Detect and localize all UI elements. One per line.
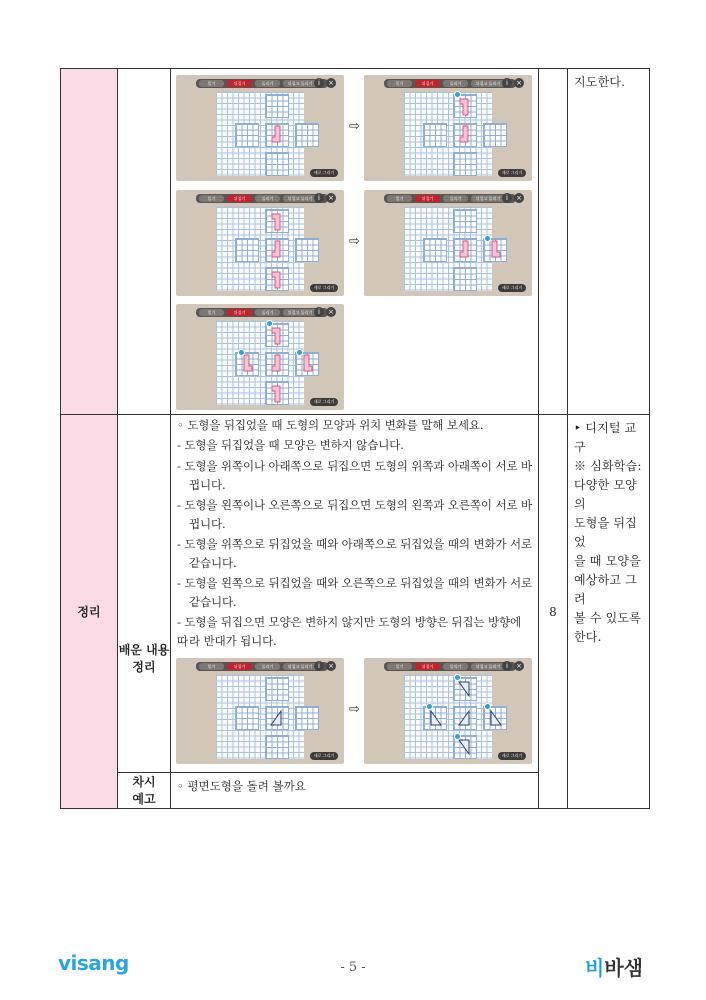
grid-box-bottom: [265, 735, 289, 759]
marker-dot: [266, 320, 273, 327]
screen-flip-triangle-a: [176, 658, 344, 764]
grid-box-left: [235, 352, 259, 376]
new-draw-button[interactable]: 새로 그리기: [310, 169, 338, 177]
close-icon[interactable]: ×: [514, 193, 524, 203]
tab-flip[interactable]: 뒤집기: [227, 80, 252, 87]
close-icon[interactable]: ×: [514, 78, 524, 88]
note-line: 을 때 모양을: [574, 554, 641, 568]
summary-item: - 도형을 뒤집으면 모양은 변하지 않지만 도형의 방향은 뒤집는 방향에 따: [177, 615, 522, 648]
grid-box-left: [423, 706, 447, 730]
visang-logo: visang: [58, 951, 129, 975]
close-icon[interactable]: ×: [326, 307, 336, 317]
marker-dot: [454, 674, 461, 681]
shape-outline: [266, 353, 288, 375]
marker-dot: [426, 703, 433, 710]
new-draw-button[interactable]: 새로 그리기: [310, 284, 338, 292]
tab-push[interactable]: 밀기: [199, 80, 224, 87]
flip-boxes: [232, 92, 290, 176]
grid-box-left: [423, 123, 447, 147]
tab-turn[interactable]: 돌리기: [443, 80, 468, 87]
tab-turn[interactable]: 돌리기: [255, 663, 280, 670]
tab-turn[interactable]: 돌리기: [255, 195, 280, 202]
note-line: 다양한 모양의: [574, 478, 637, 511]
tab-bar: [196, 194, 328, 203]
tab-flip-turn[interactable]: 뒤집고 돌리기: [471, 663, 505, 670]
shape-flipped: [266, 268, 288, 290]
grid-box-bottom: [265, 267, 289, 291]
close-icon[interactable]: ×: [326, 78, 336, 88]
grid-box-top: [453, 209, 477, 233]
grid-box-right: [295, 706, 319, 730]
arrow-icon: ⇨: [349, 119, 360, 134]
tab-bar: [384, 662, 516, 671]
tab-bar: [384, 194, 516, 203]
grid-box-top: [265, 677, 289, 701]
triangle-shape: [266, 707, 288, 729]
summary-row: [61, 415, 650, 773]
marker-dot: [454, 733, 461, 740]
tab-bar: [196, 308, 328, 317]
grid-box-bottom: [453, 152, 477, 176]
sub-title-line2: 정리: [132, 659, 156, 674]
preview-text: ◦ 평면도형을 돌려 볼까요: [177, 779, 306, 793]
tab-push[interactable]: 밀기: [199, 663, 224, 670]
preview-sub-cell: [118, 773, 171, 809]
flip-boxes: [420, 675, 478, 759]
grid-box-top: [265, 94, 289, 118]
info-icon[interactable]: i: [314, 307, 324, 317]
screen-flip-2b: [364, 190, 532, 296]
note-line: 한다.: [574, 630, 602, 644]
info-icon[interactable]: i: [502, 193, 512, 203]
tab-flip[interactable]: 뒤집기: [415, 663, 440, 670]
tab-push[interactable]: 밀기: [199, 309, 224, 316]
arrow-icon: ⇨: [349, 702, 360, 717]
arrow-icon: ⇨: [349, 234, 360, 249]
tab-bar: [196, 79, 328, 88]
bibasam-logo: 비바샘: [585, 956, 643, 980]
grid-box-right: [295, 238, 319, 262]
preview-title-line2: 예고: [132, 791, 156, 806]
grid-box-bottom: [453, 267, 477, 291]
summary-item: - 도형을 위쪽으로 뒤집었을 때와 아래쪽으로 뒤집었을 때의 변화가 서로: [177, 537, 533, 551]
grid-box-top: [265, 209, 289, 233]
summary-item-cont: 같습니다.: [189, 595, 237, 609]
grid-box-center: [265, 706, 289, 730]
stage-label: 정리: [77, 605, 101, 619]
time-cell: [539, 415, 568, 809]
summary-intro: ◦ 도형을 뒤집었을 때 도형의 모양과 위치 변화를 말해 보세요.: [177, 418, 484, 432]
grid-box-left: [235, 706, 259, 730]
close-icon[interactable]: ×: [326, 661, 336, 671]
tab-turn[interactable]: 돌리기: [443, 195, 468, 202]
grid-box-center: [453, 123, 477, 147]
note-cell: [568, 415, 650, 809]
page-number: - 5 -: [340, 960, 366, 975]
tab-flip-turn[interactable]: 뒤집고 돌리기: [471, 80, 505, 87]
marker-dot: [484, 703, 491, 710]
grid-box-center: [265, 238, 289, 262]
flip-boxes: [420, 92, 478, 176]
time-cell-empty: [539, 69, 568, 415]
info-icon[interactable]: i: [502, 661, 512, 671]
screen-flip-2a: [176, 190, 344, 296]
shape-flipped: [266, 324, 288, 346]
summary-item: - 도형을 왼쪽이나 오른쪽으로 뒤집으면 도형의 왼쪽과 오른쪽이 서로 바: [177, 498, 533, 512]
new-draw-button[interactable]: 새로 그리기: [498, 284, 526, 292]
summary-item: - 도형을 왼쪽으로 뒤집었을 때와 오른쪽으로 뒤집었을 때의 변화가 서로: [177, 576, 533, 590]
grid-box-left: [235, 123, 259, 147]
summary-item-cont: 라 반대가 됩니다.: [189, 634, 277, 648]
sub-title-line1: 배운 내용: [118, 642, 170, 657]
shape-flipped: [266, 382, 288, 404]
close-icon[interactable]: ×: [326, 193, 336, 203]
summary-item-cont: 뀝니다.: [189, 478, 226, 492]
tab-flip-turn[interactable]: 뒤집고 돌리기: [283, 663, 317, 670]
triangle-flipped: [454, 678, 476, 700]
sub-cell-empty: [118, 69, 171, 415]
info-icon[interactable]: i: [314, 193, 324, 203]
shape-flipped: [454, 95, 476, 117]
grid-box-center: [265, 352, 289, 376]
info-icon[interactable]: i: [314, 78, 324, 88]
flip-boxes: [232, 675, 290, 759]
flip-boxes: [420, 207, 478, 291]
grid-box-center: [453, 706, 477, 730]
shape-outline: [454, 239, 476, 261]
info-icon[interactable]: i: [314, 661, 324, 671]
tab-push[interactable]: 밀기: [199, 195, 224, 202]
stage-cell: [61, 415, 118, 809]
new-draw-button[interactable]: 새로 그리기: [498, 169, 526, 177]
close-icon[interactable]: ×: [514, 661, 524, 671]
grid-box-right: [295, 123, 319, 147]
tab-flip[interactable]: 뒤집기: [227, 663, 252, 670]
shape-outline: [454, 124, 476, 146]
triangle-shape: [454, 707, 476, 729]
grid-box-bottom: [265, 381, 289, 405]
screen-flip-1b: [364, 75, 532, 181]
tab-flip-turn[interactable]: 뒤집고 돌리기: [283, 309, 317, 316]
tab-turn[interactable]: 돌리기: [443, 663, 468, 670]
new-draw-button[interactable]: 새로 그리기: [310, 398, 338, 406]
shape-outline: [266, 239, 288, 261]
lesson-table: [60, 68, 650, 809]
note-line: 예상하고 그려: [574, 573, 637, 606]
tab-flip-turn[interactable]: 뒤집고 돌리기: [283, 80, 317, 87]
shape-flipped: [296, 353, 318, 375]
shape-flipped: [236, 353, 258, 375]
grid-box-center: [453, 238, 477, 262]
flip-boxes: [232, 321, 290, 405]
note-line: 도형을 뒤집었: [574, 516, 637, 549]
new-draw-button[interactable]: 새로 그리기: [310, 752, 338, 760]
note-line: ‣ 디지털 교: [574, 421, 637, 435]
tab-flip[interactable]: 뒤집기: [227, 195, 252, 202]
new-draw-button[interactable]: 새로 그리기: [498, 752, 526, 760]
note-line: ※ 심화학습:: [574, 459, 642, 473]
tab-turn[interactable]: 돌리기: [255, 309, 280, 316]
preview-content: [171, 773, 539, 809]
tab-turn[interactable]: 돌리기: [255, 80, 280, 87]
note-line: 볼 수 있도록: [574, 611, 641, 625]
tab-flip[interactable]: 뒤집기: [415, 80, 440, 87]
info-icon[interactable]: i: [502, 78, 512, 88]
flip-boxes: [232, 207, 290, 291]
screen-flip-3: [176, 304, 344, 410]
activity-content: [171, 69, 539, 415]
note-line: 구: [574, 440, 586, 454]
grid-box-left: [423, 238, 447, 262]
preview-title-line1: 차시: [132, 774, 156, 789]
screen-flip-1a: [176, 75, 344, 181]
note-text: 지도한다.: [574, 75, 626, 89]
tab-flip-turn[interactable]: 뒤집고 돌리기: [471, 195, 505, 202]
grid-box-right: [483, 123, 507, 147]
screen-flip-triangle-b: [364, 658, 532, 764]
triangle-flipped: [424, 707, 446, 729]
tab-push[interactable]: 밀기: [387, 195, 412, 202]
tab-flip-turn[interactable]: 뒤집고 돌리기: [283, 195, 317, 202]
marker-dot: [454, 91, 461, 98]
triangle-flipped: [484, 707, 506, 729]
grid-box-left: [235, 238, 259, 262]
tab-bar: [384, 79, 516, 88]
sub-cell: [118, 415, 171, 773]
marker-dot: [238, 349, 245, 356]
stage-cell-empty: [61, 69, 118, 415]
shape-outline: [266, 124, 288, 146]
tab-flip[interactable]: 뒤집기: [415, 195, 440, 202]
note-cell: [568, 69, 650, 415]
grid-box-center: [265, 123, 289, 147]
summary-item: - 도형을 뒤집었을 때 모양은 변하지 않습니다.: [177, 438, 404, 452]
shape-flipped: [484, 239, 506, 261]
tab-flip[interactable]: 뒤집기: [227, 309, 252, 316]
activity-row: [61, 69, 650, 415]
grid-box-bottom: [265, 152, 289, 176]
tab-push[interactable]: 밀기: [387, 80, 412, 87]
shape-flipped: [266, 210, 288, 232]
summary-content: [171, 415, 539, 773]
time-value: 8: [549, 604, 557, 619]
tab-bar: [196, 662, 328, 671]
tab-push[interactable]: 밀기: [387, 663, 412, 670]
marker-dot: [484, 235, 491, 242]
summary-item-cont: 뀝니다.: [189, 517, 226, 531]
summary-item-cont: 같습니다.: [189, 556, 237, 570]
marker-dot: [296, 349, 303, 356]
summary-item: - 도형을 위쪽이나 아래쪽으로 뒤집으면 도형의 위쪽과 아래쪽이 서로 바: [177, 459, 533, 473]
